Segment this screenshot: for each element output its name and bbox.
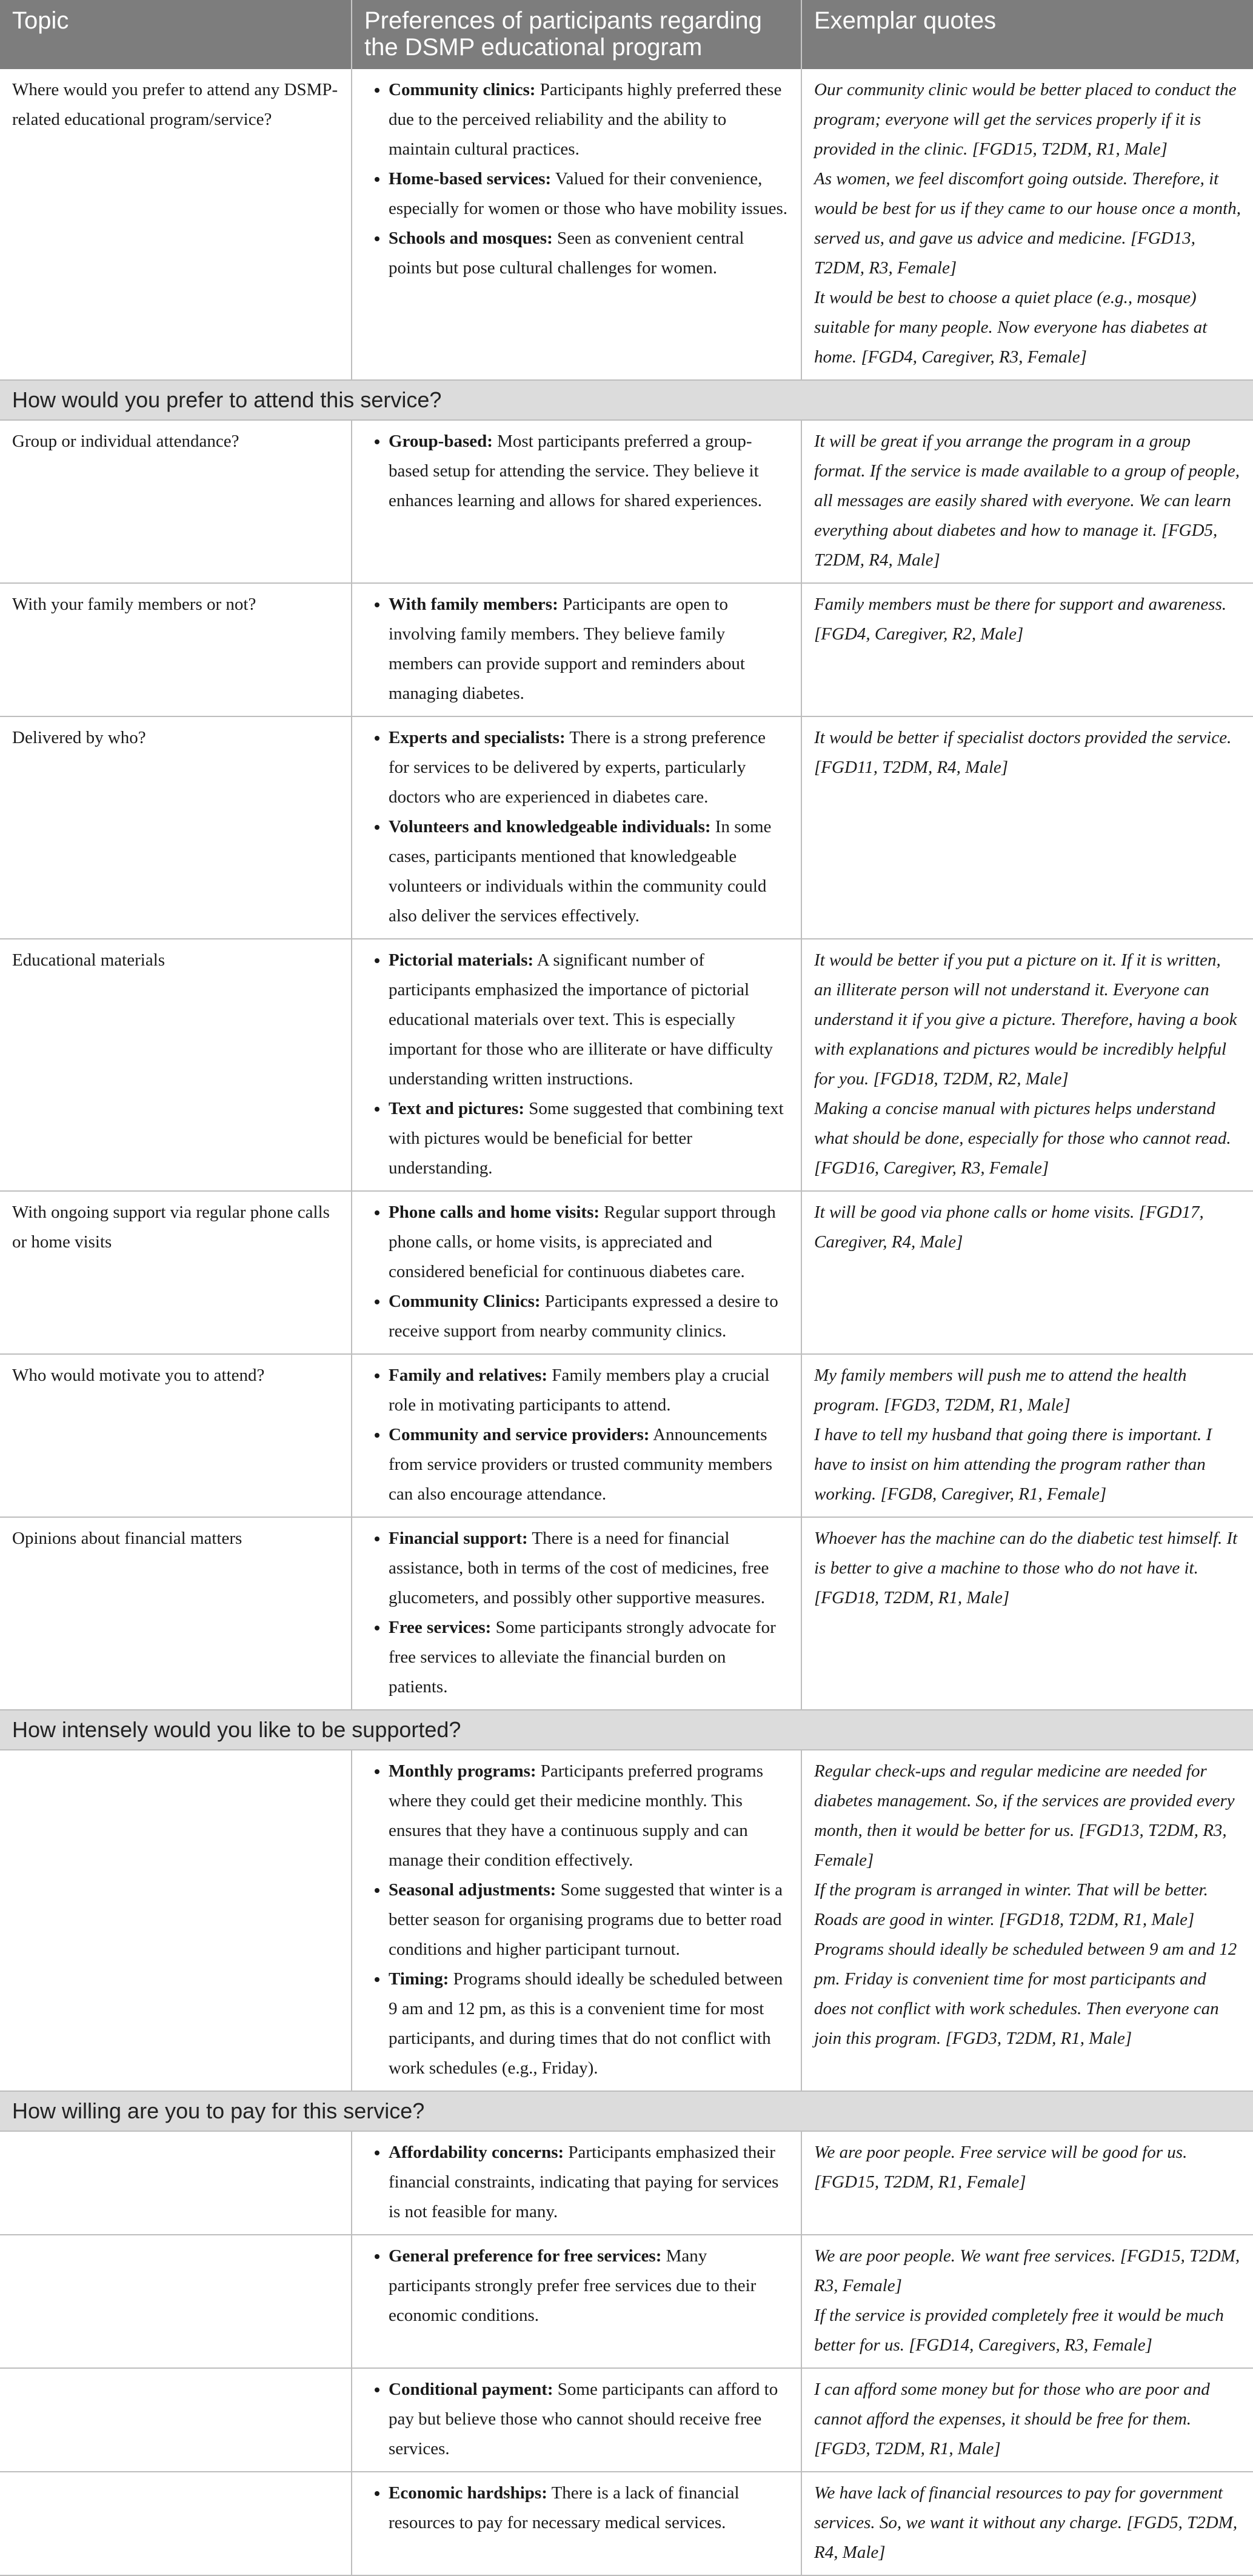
- preference-text: Seen as convenient central points but pose cultural challenges for women.: [389, 229, 744, 278]
- preferences-list: [364, 590, 789, 709]
- preference-item: [389, 75, 789, 164]
- topic-cell: [0, 2368, 352, 2472]
- table-body: [0, 69, 1253, 2575]
- preference-label: Text and pictures:: [389, 1099, 524, 1118]
- preference-item: [389, 946, 789, 1094]
- topic-cell: [0, 2472, 352, 2575]
- preferences-cell: [352, 716, 801, 939]
- preference-item: [389, 164, 789, 224]
- preference-item: [389, 427, 789, 516]
- preferences-cell: [352, 1354, 801, 1517]
- preference-text: In some cases, participants mentioned that knowledgeable volunteers or individuals within the community could also deliver the services effectively.: [389, 817, 772, 926]
- preference-label: Community and service providers:: [389, 1425, 650, 1444]
- preferences-list: [364, 75, 789, 283]
- exemplar-quote: As women, we feel discomfort going outside. Therefore, it would be best for us if they came to our house once a month, served us, and gave us advice and medicine. [FGD13, T2DM, R3, Female]: [814, 169, 1241, 278]
- preference-item: [389, 1198, 789, 1287]
- table-row: [0, 420, 1253, 583]
- table-row: [0, 583, 1253, 716]
- quotes-cell: [801, 2235, 1253, 2368]
- preference-label: Financial support:: [389, 1529, 528, 1548]
- header-row: [0, 0, 1253, 69]
- preference-text: There is a need for financial assistance, both in terms of the cost of medicines, free glucometers, and possibly other supportive measures.: [389, 1529, 769, 1607]
- table-row: [0, 2235, 1253, 2368]
- topic-cell: Educational materials: [0, 939, 352, 1191]
- topic-cell: [0, 2235, 352, 2368]
- preference-text: Many participants strongly prefer free services due to their economic conditions.: [389, 2246, 757, 2325]
- exemplar-quote: If the service is provided completely free it would be much better for us. [FGD14, Caregivers, R3, Female]: [814, 2306, 1224, 2355]
- preference-item: [389, 2138, 789, 2227]
- exemplar-quote: Whoever has the machine can do the diabetic test himself. It is better to give a machine to those who do not have it. [FGD18, T2DM, R1, Male]: [814, 1529, 1238, 1607]
- quotes-cell: [801, 69, 1253, 380]
- quotes-cell: [801, 1750, 1253, 2091]
- table-row: [0, 716, 1253, 939]
- preference-label: Experts and specialists:: [389, 728, 566, 747]
- preferences-cell: [352, 939, 801, 1191]
- preference-text: Participants emphasized their financial constraints, indicating that paying for services is not feasible for many.: [389, 2143, 779, 2221]
- preference-item: [389, 224, 789, 283]
- section-heading-row: [0, 380, 1253, 420]
- preference-label: Group-based:: [389, 432, 493, 451]
- quotes-cell: [801, 2368, 1253, 2472]
- topic-cell: Where would you prefer to attend any DSMP-related educational program/service?: [0, 69, 352, 380]
- preference-item: [389, 590, 789, 709]
- preference-text: Some participants strongly advocate for free services to alleviate the financial burden on patients.: [389, 1618, 776, 1697]
- preference-text: Some suggested that winter is a better season for organising programs due to better road conditions and higher participant turnout.: [389, 1880, 783, 1959]
- preference-text: Announcements from service providers or trusted community members can also encourage attendance.: [389, 1425, 773, 1504]
- exemplar-quote: We are poor people. Free service will be good for us. [FGD15, T2DM, R1, Female]: [814, 2143, 1188, 2192]
- preference-label: Home-based services:: [389, 169, 552, 189]
- preference-item: [389, 1094, 789, 1183]
- table-row: [0, 2131, 1253, 2235]
- preference-item: [389, 2241, 789, 2331]
- quotes-cell: [801, 1354, 1253, 1517]
- preferences-cell: [352, 2131, 801, 2235]
- preferences-cell: [352, 69, 801, 380]
- preference-item: [389, 812, 789, 931]
- section-heading: How intensely would you like to be supported?: [0, 1710, 1253, 1750]
- preference-text: A significant number of participants emphasized the importance of pictorial educational materials over text. This is especially important for those who are illiterate or have difficulty understanding written instructions.: [389, 950, 774, 1089]
- topic-cell: Opinions about financial matters: [0, 1517, 352, 1710]
- preference-text: Most participants preferred a group-based setup for attending the service. They believe it enhances learning and allows for shared experiences.: [389, 432, 762, 510]
- preference-label: Community Clinics:: [389, 1292, 541, 1311]
- preference-item: [389, 1613, 789, 1702]
- preference-text: Participants highly preferred these due to the perceived reliability and the ability to maintain cultural practices.: [389, 80, 782, 159]
- preference-text: Valued for their convenience, especially for women or those who have mobility issues.: [389, 169, 788, 218]
- preference-text: Family members play a crucial role in motivating participants to attend.: [389, 1366, 770, 1415]
- section-heading: How would you prefer to attend this service?: [0, 380, 1253, 420]
- exemplar-quote: Making a concise manual with pictures helps understand what should be done, especially for those who cannot read. [FGD16, Caregiver, R3, Female]: [814, 1099, 1231, 1178]
- preferences-list: [364, 1524, 789, 1702]
- preference-item: [389, 1524, 789, 1613]
- exemplar-quote: Family members must be there for support and awareness. [FGD4, Caregiver, R2, Male]: [814, 595, 1227, 644]
- quotes-cell: [801, 2472, 1253, 2575]
- preference-text: There is a strong preference for services to be delivered by experts, particularly doctors who are experienced in diabetes care.: [389, 728, 766, 807]
- preferences-list: [364, 427, 789, 516]
- preferences-list: [364, 2478, 789, 2538]
- quotes-cell: [801, 2131, 1253, 2235]
- exemplar-quote: We have lack of financial resources to pay for government services. So, we want it without any charge. [FGD5, T2DM, R4, Male]: [814, 2483, 1238, 2562]
- preferences-cell: [352, 1517, 801, 1710]
- preference-label: General preference for free services:: [389, 2246, 662, 2266]
- preference-text: Participants expressed a desire to receive support from nearby community clinics.: [389, 1292, 778, 1341]
- preference-item: [389, 2375, 789, 2464]
- preferences-cell: [352, 2368, 801, 2472]
- preference-item: [389, 1964, 789, 2083]
- preferences-cell: [352, 420, 801, 583]
- preferences-list: [364, 2138, 789, 2227]
- preference-text: Programs should ideally be scheduled between 9 am and 12 pm, as this is a convenient time for most participants, and during times that do not conflict with work schedules (e.g., Friday).: [389, 1969, 783, 2078]
- preference-item: [389, 723, 789, 812]
- preference-label: Conditional payment:: [389, 2380, 553, 2399]
- exemplar-quote: I can afford some money but for those who are poor and cannot afford the expenses, it should be free for them. [FGD3, T2DM, R1, Male]: [814, 2380, 1210, 2458]
- exemplar-quote: It will be good via phone calls or home visits. [FGD17, Caregiver, R4, Male]: [814, 1203, 1204, 1252]
- preference-item: [389, 1757, 789, 1875]
- exemplar-quote: I have to tell my husband that going there is important. I have to insist on him attending the program rather than working. [FGD8, Caregiver, R1, Female]: [814, 1425, 1212, 1504]
- table-row: [0, 1750, 1253, 2091]
- exemplar-quote: It would be better if you put a picture on it. If it is written, an illiterate person will not understand it. Everyone can understand it if you give a picture. Therefore, having a book with explanations and pictures would be incredibly helpful for you. [FGD18, T2DM, R2, Male]: [814, 950, 1237, 1089]
- preference-text: Regular support through phone calls, or home visits, is appreciated and considered beneficial for continuous diabetes care.: [389, 1203, 776, 1281]
- topic-cell: With your family members or not?: [0, 583, 352, 716]
- preferences-list: [364, 946, 789, 1183]
- preference-text: Participants preferred programs where they could get their medicine monthly. This ensures that they have a continuous supply and can manage their condition effectively.: [389, 1761, 763, 1870]
- preference-label: Community clinics:: [389, 80, 536, 99]
- preferences-list: [364, 2375, 789, 2464]
- preferences-list: [364, 2241, 789, 2331]
- preference-label: Volunteers and knowledgeable individuals:: [389, 817, 711, 836]
- exemplar-quote: My family members will push me to attend the health program. [FGD3, T2DM, R1, Male]: [814, 1366, 1187, 1415]
- quotes-cell: [801, 939, 1253, 1191]
- exemplar-quote: It would be best to choose a quiet place (e.g., mosque) suitable for many people. Now everyone has diabetes at home. [FGD4, Caregiver, R3, Female]: [814, 288, 1208, 367]
- preference-item: [389, 1420, 789, 1509]
- quotes-cell: [801, 1191, 1253, 1354]
- topic-cell: With ongoing support via regular phone calls or home visits: [0, 1191, 352, 1354]
- preference-label: Seasonal adjustments:: [389, 1880, 556, 1900]
- preference-label: With family members:: [389, 595, 558, 614]
- preferences-cell: [352, 583, 801, 716]
- preference-label: Schools and mosques:: [389, 229, 553, 248]
- quotes-cell: [801, 420, 1253, 583]
- preference-label: Timing:: [389, 1969, 449, 1989]
- preferences-list: [364, 723, 789, 931]
- table-row: [0, 1354, 1253, 1517]
- table-row: [0, 2368, 1253, 2472]
- preferences-cell: [352, 1191, 801, 1354]
- table-row: [0, 939, 1253, 1191]
- preference-item: [389, 2478, 789, 2538]
- exemplar-quote: If the program is arranged in winter. That will be better. Roads are good in winter. [FGD18, T2DM, R1, Male]: [814, 1880, 1208, 1929]
- topic-cell: Who would motivate you to attend?: [0, 1354, 352, 1517]
- preference-label: Pictorial materials:: [389, 950, 534, 970]
- exemplar-quote: Programs should ideally be scheduled between 9 am and 12 pm. Friday is convenient time for most participants and does not conflict with work schedules. Then everyone can join this program. [FGD3, T2DM, R1, Male]: [814, 1940, 1237, 2048]
- section-heading-row: [0, 2091, 1253, 2131]
- exemplar-quote: Regular check-ups and regular medicine are needed for diabetes management. So, if the services are provided every month, then it would be better for us. [FGD13, T2DM, R3, Female]: [814, 1761, 1235, 1870]
- preference-item: [389, 1361, 789, 1420]
- header-quotes: Exemplar quotes: [801, 0, 1253, 69]
- table-row: [0, 1191, 1253, 1354]
- preference-item: [389, 1875, 789, 1964]
- quotes-cell: [801, 1517, 1253, 1710]
- table-row: [0, 69, 1253, 380]
- preference-label: Family and relatives:: [389, 1366, 548, 1385]
- table-row: [0, 2472, 1253, 2575]
- preference-text: There is a lack of financial resources to pay for necessary medical services.: [389, 2483, 740, 2532]
- topic-cell: [0, 1750, 352, 2091]
- preference-label: Phone calls and home visits:: [389, 1203, 600, 1222]
- exemplar-quote: Our community clinic would be better placed to conduct the program; everyone will get the services properly if it is provided in the clinic. [FGD15, T2DM, R1, Male]: [814, 80, 1237, 159]
- exemplar-quote: It would be better if specialist doctors provided the service. [FGD11, T2DM, R4, Male]: [814, 728, 1232, 777]
- exemplar-quote: It will be great if you arrange the program in a group format. If the service is made available to a group of people, all messages are easily shared with everyone. We can learn everything about diabetes and how to manage it. [FGD5, T2DM, R4, Male]: [814, 432, 1240, 570]
- section-heading-row: [0, 1710, 1253, 1750]
- topic-cell: Group or individual attendance?: [0, 420, 352, 583]
- preference-label: Monthly programs:: [389, 1761, 536, 1781]
- topic-cell: Delivered by who?: [0, 716, 352, 939]
- preference-label: Affordability concerns:: [389, 2143, 564, 2162]
- quotes-cell: [801, 583, 1253, 716]
- preferences-cell: [352, 1750, 801, 2091]
- preferences-cell: [352, 2472, 801, 2575]
- quotes-cell: [801, 716, 1253, 939]
- preference-label: Free services:: [389, 1618, 492, 1637]
- preference-text: Participants are open to involving family members. They believe family members can provide support and reminders about managing diabetes.: [389, 595, 745, 703]
- exemplar-quote: We are poor people. We want free services. [FGD15, T2DM, R3, Female]: [814, 2246, 1240, 2295]
- preference-label: Economic hardships:: [389, 2483, 547, 2503]
- preferences-cell: [352, 2235, 801, 2368]
- topic-cell: [0, 2131, 352, 2235]
- header-topic: Topic: [0, 0, 352, 69]
- preference-text: Some participants can afford to pay but believe those who cannot should receive free services.: [389, 2380, 778, 2458]
- section-heading: How willing are you to pay for this service?: [0, 2091, 1253, 2131]
- preferences-list: [364, 1361, 789, 1509]
- preferences-list: [364, 1198, 789, 1346]
- table-row: [0, 1517, 1253, 1710]
- preference-text: Some suggested that combining text with pictures would be beneficial for better understanding.: [389, 1099, 784, 1178]
- header-preferences: Preferences of participants regarding the DSMP educational program: [352, 0, 801, 69]
- preference-item: [389, 1287, 789, 1346]
- preferences-list: [364, 1757, 789, 2083]
